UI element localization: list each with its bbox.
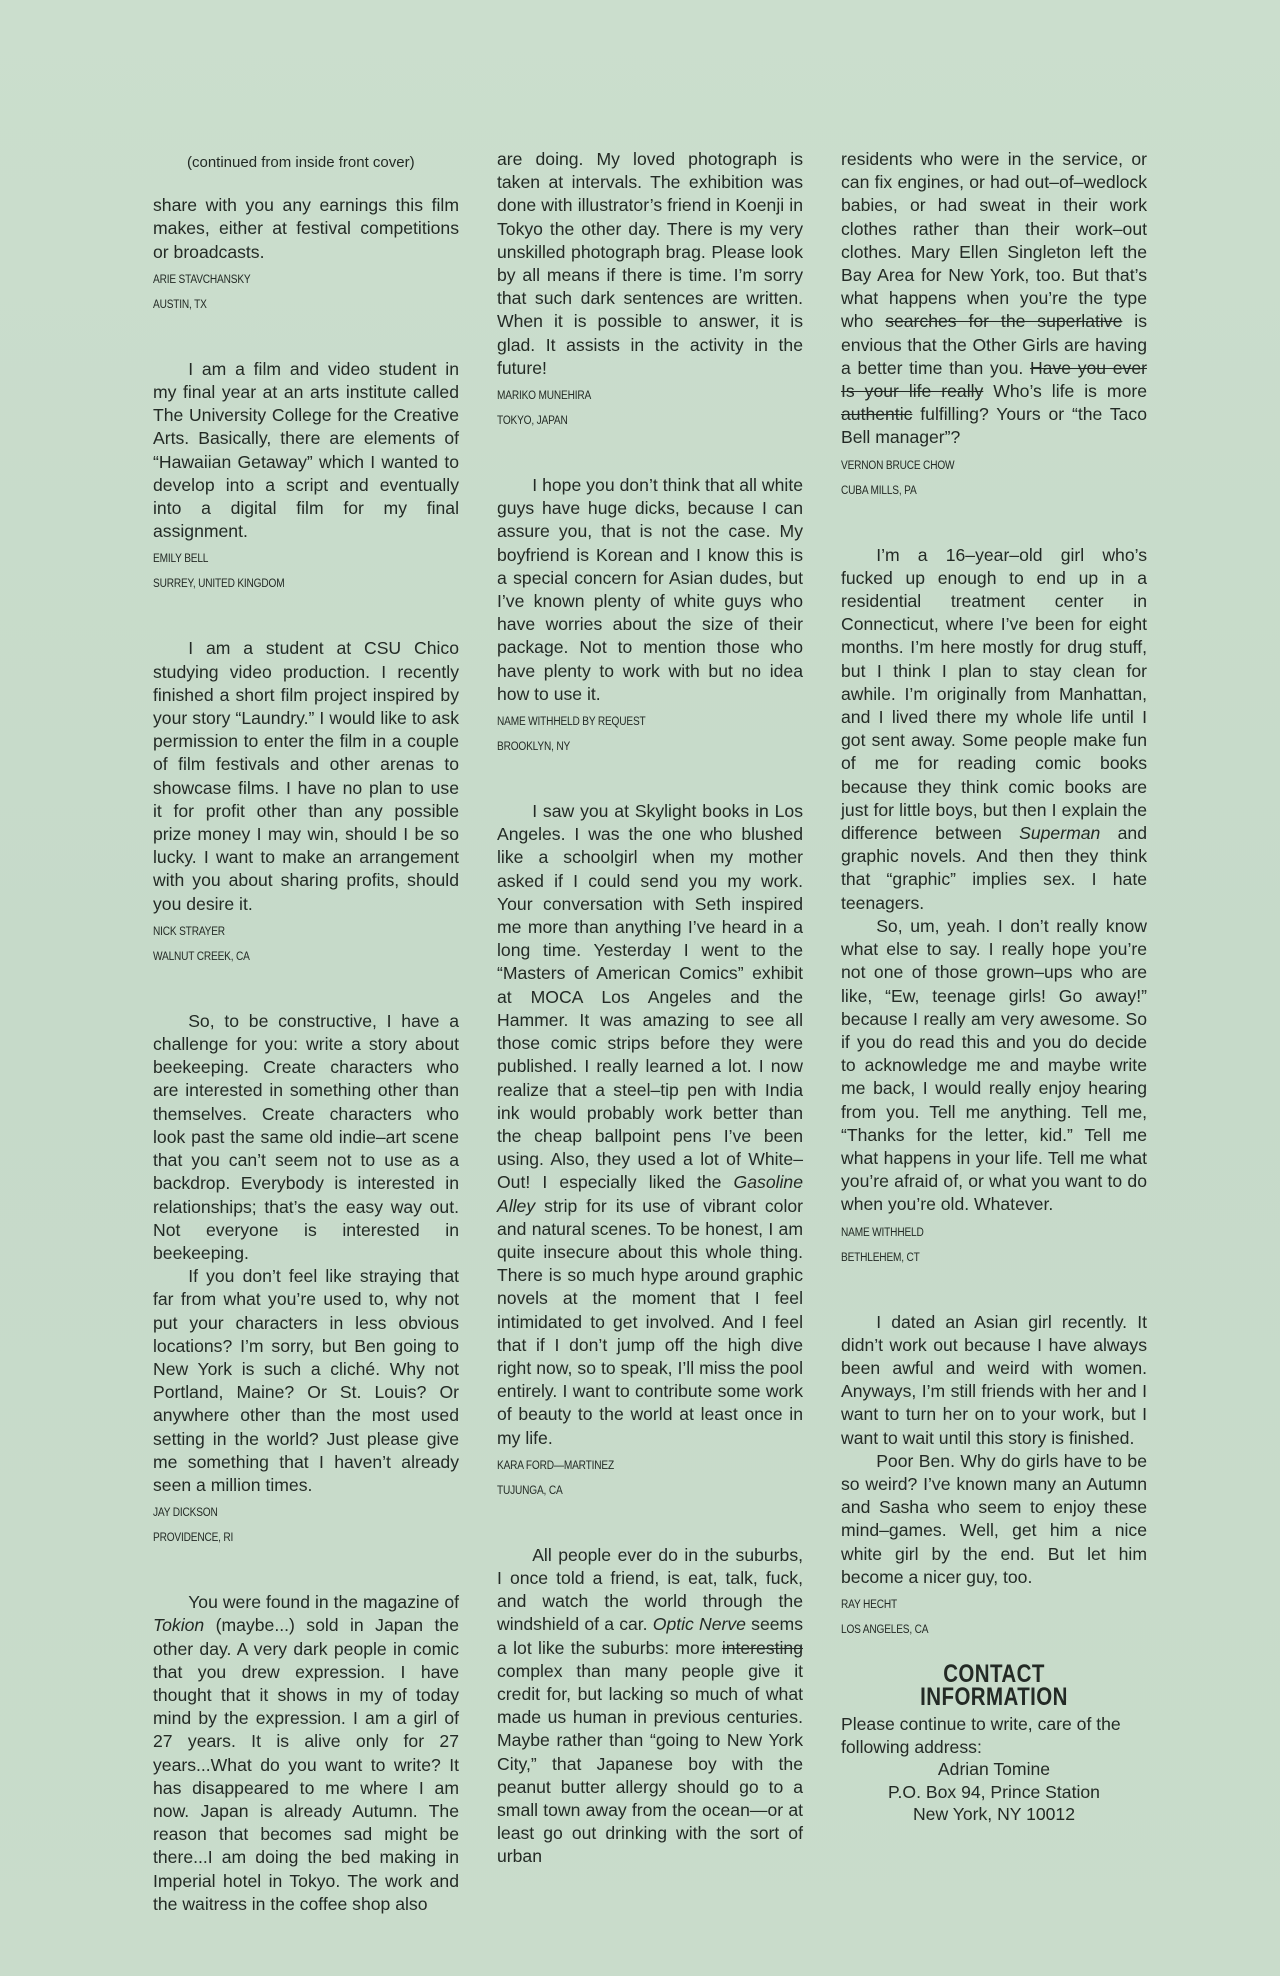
letter [153,1010,459,1549]
contact-address-line-1: P.O. Box 94, Prince Station [888,1781,1100,1802]
letter-signature-name: NICK STRAYER [153,925,225,938]
column-3 [841,148,1147,1826]
letter [153,194,459,316]
letter-paragraph: I dated an Asian girl recently. It didn’t work out because I have always been awful and weird with women. Anyways, I’m still friends with her and I want to turn her on to your work, but I want to wait until this story is finished. [841,1311,1147,1448]
letter-signature-place: AUSTIN, TX [153,298,207,311]
struck-text: searches for the superlative [885,311,1123,332]
letter [497,1544,803,1869]
letter-signature-place: BETHLEHEM, CT [841,1251,920,1264]
letter-paragraph: Poor Ben. Why do girls have to be so weird? I’ve known many an Autumn and Sasha who seem to enjoy these mind–games. Well, get him a nice white girl by the end. But let him become a nicer guy, too. [841,1450,1147,1587]
struck-text: interesting [721,1637,803,1658]
contact-intro: Please continue to write, care of the following address: [841,1714,1121,1757]
letter-paragraph: If you don’t feel like straying that far from what you’re used to, why not put your characters in less obvious locations? I’m sorry, but Ben going to New York is such a cliché. Why not Portland, Maine? Or St. Louis? Or anywhere other than the most used setting in the world? Just please give me something that I haven’t already seen a million times. [153,1266,459,1495]
letter-signature-place: TUJUNGA, CA [497,1484,563,1497]
letter-paragraph: So, um, yeah. I don’t really know what else to say. I really hope you’re not one of those grown–ups who are like, “Ew, teenage girls! Go away!” because I really am very awesome. So if you do read this and you do decide to acknowledge me and maybe write me back, I would really enjoy hearing from you. Tell me anything. Tell me, “Thanks for the letter, kid.” Tell me what happens in your life. Tell me what you’re afraid of, or what you want to do when you’re old. Whatever. [841,915,1147,1215]
letter-signature-name: KARA FORD—MARTINEZ [497,1459,614,1472]
letter-signature-name: RAY HECHT [841,1598,897,1611]
letter-paragraph: I hope you don’t think that all white guys have huge dicks, because I can assure you, that is not the case. My boyfriend is Korean and I know this is a special concern for Asian dudes, but I’ve known plenty of white guys who have worries about the size of their package. Not to mention those who have plenty to work with but no idea how to use it. [497,475,803,704]
letter [497,474,803,758]
struck-text: authentic [841,404,913,425]
contact-heading: CONTACT INFORMATION [920,1659,1068,1712]
letter [841,544,1147,1269]
struck-text: Have you ever [1029,357,1147,378]
letter-signature-place: LOS ANGELES, CA [841,1623,929,1636]
letter-paragraph: I’m a 16–year–old girl who’s fucked up enough to end up in a residential treatment center in Connecticut, where I’ve been for eight months. I’m here mostly for drug stuff, but I think I plan to stay clean for awhile. I’m originally from Manhattan, and I lived there my whole life until I got sent away. Some people make fun of me for reading comic books because they think comic books are just for little boys, but then I explain the difference between Superman and graphic novels. And then they think that “graphic” implies sex. I hate teenagers. [841,544,1147,913]
letter-signature-place: WALNUT CREEK, CA [153,950,250,963]
letter-signature-place: BROOKLYN, NY [497,741,571,754]
strip-title: Gasoline Alley [497,1172,803,1216]
letter-paragraph: So, to be constructive, I have a challenge for you: write a story about beekeeping. Create characters who are interested in something other than themselves. Create characters who look past the same old indie–art scene that you can’t seem not to use as a backdrop. Everybody is interested in relationships; that’s the easy way out. Not everyone is interested in beekeeping. [153,1010,459,1263]
letter-paragraph: residents who were in the service, or can fix engines, or had out–of–wedlock babies, or had sweat in their work clothes rather than their work–out clothes. Mary Ellen Singleton left the Bay Area for New York, too. But that’s what happens when you’re the type who searches for the superlative is envious that the Other Girls are having a better time than you. Have you ever Is your life really Who’s life is more authentic fulfilling? Yours or “the Taco Bell manager”? [841,149,1148,448]
letter-signature-name: MARIKO MUNEHIRA [497,390,592,403]
letter-paragraph: are doing. My loved photograph is taken at intervals. The exhibition was done with illustrator’s friend in Koenji in Tokyo the other day. There is my very unskilled photograph brag. Please look by all means if there is time. I’m sorry that such dark sentences are written. When it is possible to answer, it is glad. It assists in the activity in the future! [497,149,803,378]
letter-paragraph: All people ever do in the suburbs, I once told a friend, is eat, talk, fuck, and watch the world through the windshield of a car. Optic Nerve seems a lot like the suburbs: more interesting complex than many people give it credit for, but lacking so much of what made us human in previous centuries. Maybe rather than “going to New York City,” that Japanese boy with the peanut butter allergy should go to a small town away from the ocean—or at least go out drinking with the sort of urban [497,1544,803,1867]
magazine-title: Tokion [153,1615,205,1636]
comic-title: Superman [1019,823,1101,844]
letter-signature-name: VERNON BRUCE CHOW [841,459,955,472]
letter-signature-place: PROVIDENCE, RI [153,1532,234,1545]
letter-signature-name: EMILY BELL [153,553,209,566]
struck-text: Is your life really [841,381,984,402]
letter-signature-name: NAME WITHHELD [841,1226,924,1239]
column-1 [153,148,459,1916]
letter-signature-name: ARIE STAVCHANSKY [153,273,251,286]
contact-information [841,1659,1147,1826]
letter-paragraph: I am a film and video student in my final year at an arts institute called The University College for the Creative Arts. Basically, there are elements of “Hawaiian Getaway” which I wanted to develop into a script and eventually into a digital film for my final assignment. [153,358,459,542]
letter-paragraph: I saw you at Skylight books in Los Angeles. I was the one who blushed like a schoolgirl when my mother asked if I could send you my work. Your conversation with Seth inspired me more than anything I’ve heard in a long time. Yesterday I went to the “Masters of American Comics” exhibit at MOCA Los Angeles and the Hammer. It was amazing to see all those comic strips before they were published. I really learned a lot. I now realize that a steel–tip pen with India ink would probably work better than the cheap ballpoint pens I’ve been using. Also, they used a lot of White–Out! I especially liked the Gasoline Alley strip for its use of vibrant color and natural scenes. To be honest, I am quite insecure about this whole thing. There is so much hype around graphic novels at the moment that I feel intimidated to get involved. And I feel that if I don’t jump off the high dive right now, so to speak, I’ll miss the pool entirely. I want to contribute some work of beauty to the world at least once in my life. [497,801,803,1448]
letter-paragraph: share with you any earnings this film makes, either at festival competitions or broadcasts. [153,195,459,262]
letter-continued [841,148,1147,502]
comic-title: Optic Nerve [652,1614,746,1635]
letter [153,1591,459,1916]
letter-continued [497,148,803,432]
letter-signature-place: CUBA MILLS, PA [841,484,917,497]
contact-address-line-2: New York, NY 10012 [912,1804,1076,1825]
letter [153,637,459,967]
letter-signature-place: SURREY, UNITED KINGDOM [153,578,285,591]
letter-signature-name: NAME WITHHELD BY REQUEST [497,716,646,729]
column-2 [497,148,803,1869]
letter [497,800,803,1502]
letter-signature-name: JAY DICKSON [153,1507,218,1520]
letter-paragraph: I am a student at CSU Chico studying video production. I recently finished a short film project inspired by your story “Laundry.” I would like to ask permission to enter the film in a couple of film festivals and other arenas to showcase films. I have no plan to use it for profit other than any possible prize money I may win, should I be so lucky. I want to make an arrangement with you about sharing profits, should you desire it. [153,638,459,914]
letter-signature-place: TOKYO, JAPAN [497,415,568,428]
letter [841,1311,1147,1641]
letter [153,358,459,596]
continued-note: (continued from inside front cover) [187,154,415,171]
letter-paragraph: You were found in the magazine of Tokion (maybe...) sold in Japan the other day. A very dark people in comic that you drew expression. I have thought that it shows in my of today mind by the expression. I am a girl of 27 years. It is alive only for 27 years...What do you want to write? It has disappeared to me where I am now. Japan is already Autumn. The reason that becomes sad might be there...I am doing the bed making in Imperial hotel in Tokyo. The work and the waitress in the coffee shop also [153,1592,459,1914]
contact-name: Adrian Tomine [937,1759,1051,1780]
